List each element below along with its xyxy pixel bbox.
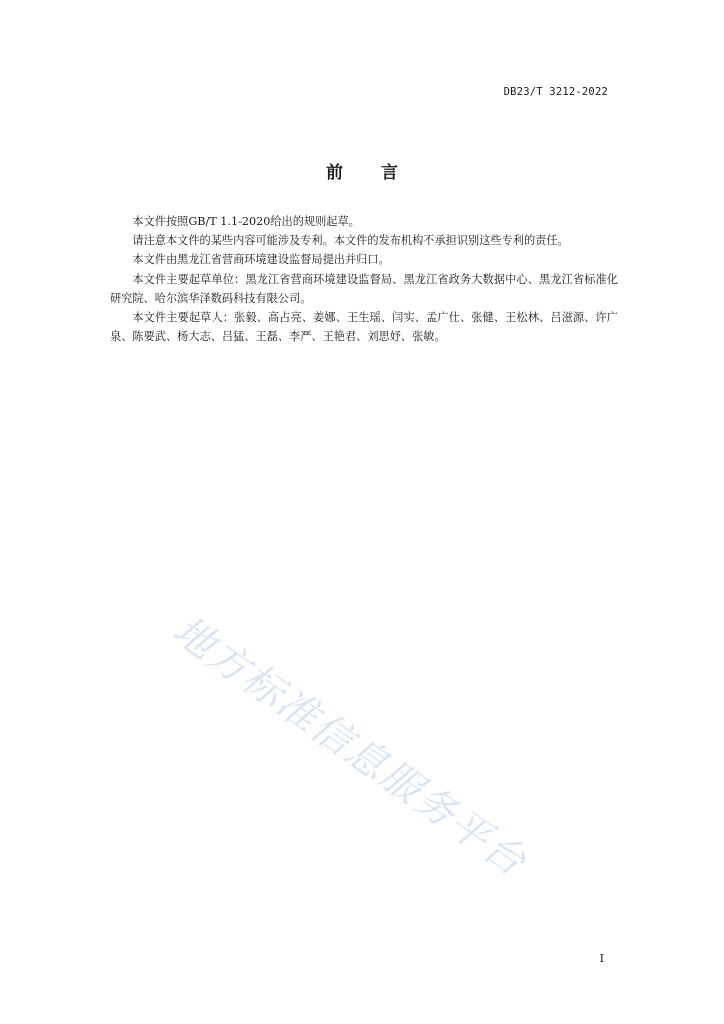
paragraph-drafting-units: 本文件主要起草单位：黑龙江省营商环境建设监督局、黑龙江省政务大数据中心、黑龙江省标准化研究院、哈尔滨华泽数码科技有限公司。 (110, 272, 618, 305)
paragraph-drafting-rules: 本文件按照GB/T 1.1-2020给出的规则起草。 (132, 215, 360, 228)
page-number: I (599, 952, 604, 965)
document-code: DB23/T 3212-2022 (503, 86, 608, 98)
paragraph-patent-notice: 请注意本文件的某些内容可能涉及专利。本文件的发布机构不承担识别这些专利的责任。 (132, 234, 569, 248)
paragraph-drafters: 本文件主要起草人：张毅、高占亮、姜娜、王生瑶、闫实、孟广仕、张健、王松林、吕滋源、许广泉、陈要武、杨大志、吕猛、王磊、李严、王艳君、刘思妤、张敏。 (110, 311, 618, 344)
body-text (110, 212, 618, 346)
paragraph-proposer: 本文件由黑龙江省营商环境建设监督局提出并归口。 (132, 253, 390, 267)
watermark: 地方标准信息服务平台 (164, 607, 535, 886)
page-title: 前言 (326, 163, 436, 183)
